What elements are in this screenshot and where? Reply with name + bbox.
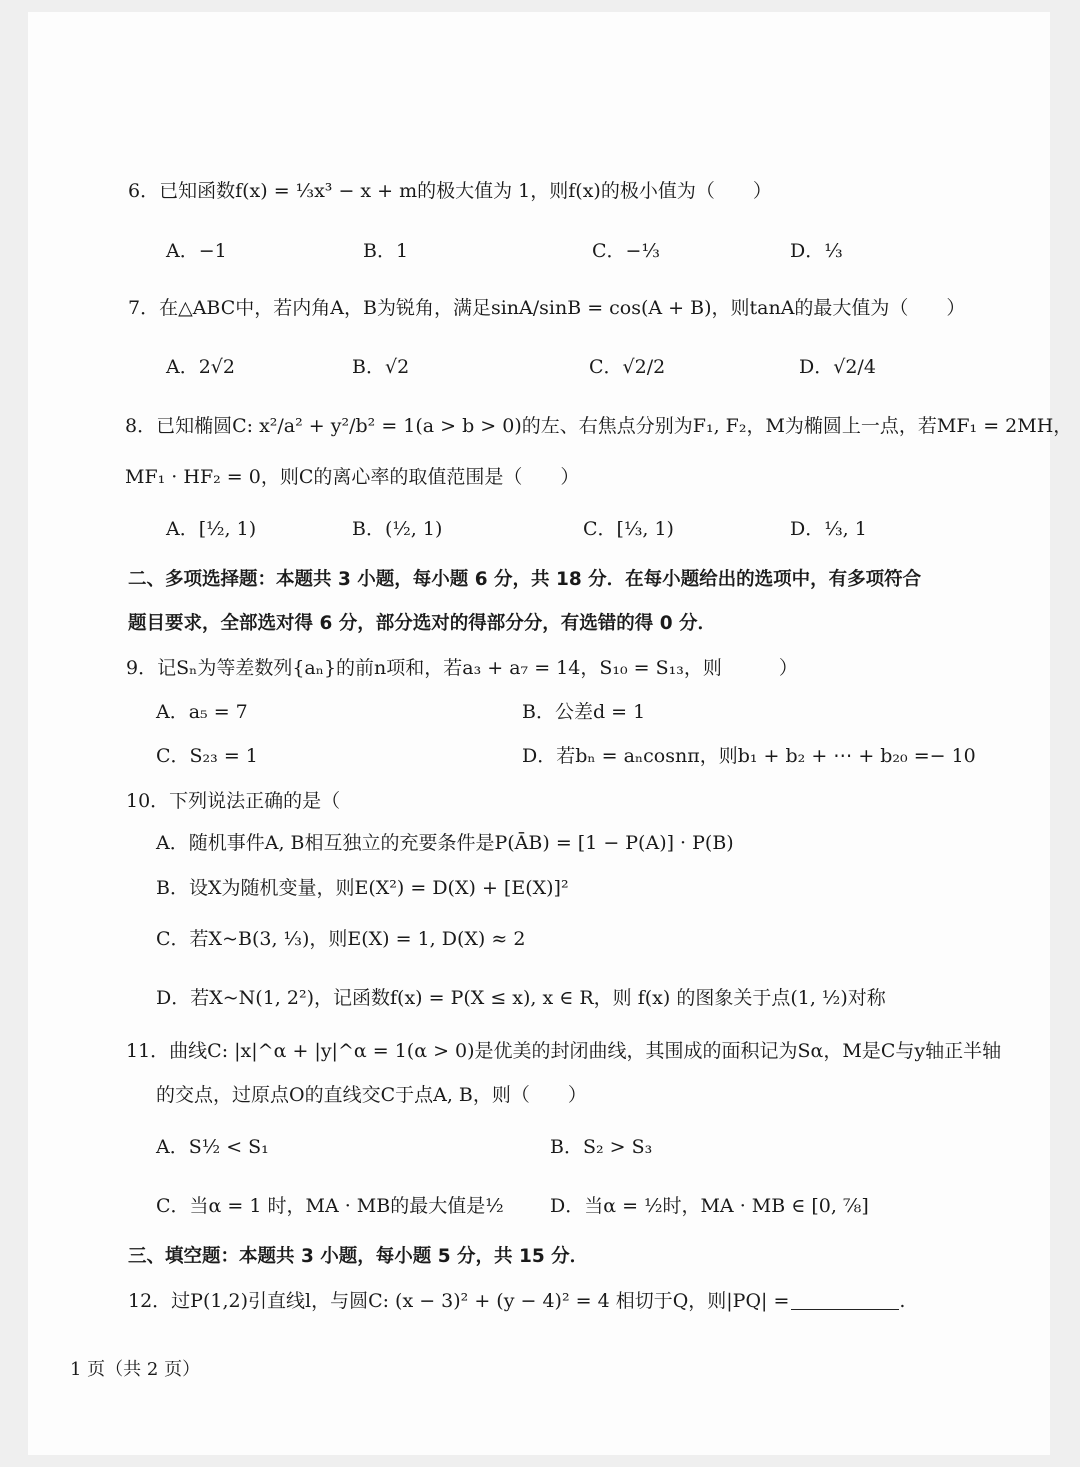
question-12 [128, 1292, 905, 1311]
exam-page [28, 12, 1073, 1455]
answer-blank [791, 1309, 899, 1310]
section-2-heading-line1: 二、多项选择题：本题共 3 小题，每小题 6 分，共 18 分．在每小题给出的选项中，有多项符合 [128, 569, 922, 590]
question-10-option-a: A．随机事件A, B相互独立的充要条件是P(ĀB) = [1 − P(A)] · P(B) [156, 832, 734, 854]
question-6-stem: 6．已知函数f(x) = ⅓x³ − x + m的极大值为 1，则f(x)的极小值为（ ） [128, 180, 772, 202]
section-2-heading-line2: 题目要求，全部选对得 6 分，部分选对的得部分分，有选错的得 0 分． [128, 613, 717, 634]
question-9-option-a: A．a₅ = 7 [156, 701, 248, 723]
question-10-option-d: D．若X~N(1, 2²)，记函数f(x) = P(X ≤ x), x ∈ R，则 f(x) 的图象关于点(1, ½)对称 [156, 987, 886, 1009]
section-3-heading: 三、填空题：本题共 3 小题，每小题 5 分，共 15 分． [128, 1246, 589, 1267]
question-10-stem: 10．下列说法正确的是（ [126, 790, 341, 812]
question-9-option-b: B．公差d = 1 [522, 701, 646, 723]
question-8-option-b: B．(½, 1) [352, 518, 443, 540]
question-11-option-a: A．S½ < S₁ [156, 1136, 269, 1158]
question-11-option-d: D．当α = ½时，MA · MB ∈ [0, ⅞] [550, 1195, 869, 1217]
question-8-stem-line1: 8．已知椭圆C: x²/a² + y²/b² = 1(a > b > 0)的左、右焦点分别为F₁, F₂，M为椭圆上一点，若MF₁ = 2MH， [125, 415, 1073, 437]
question-11-option-c: C．当α = 1 时，MA · MB的最大值是½ [156, 1195, 504, 1217]
question-8-option-c: C．[⅓, 1) [583, 518, 674, 540]
question-11-option-b: B．S₂ > S₃ [550, 1136, 653, 1158]
question-6-option-d: D．⅓ [790, 240, 843, 262]
question-9-stem: 9．记Sₙ为等差数列{aₙ}的前n项和，若a₃ + a₇ = 14，S₁₀ = S₁₃，则 ） [126, 657, 798, 679]
question-10-option-c: C．若X~B(3, ⅓)，则E(X) = 1, D(X) ≈ 2 [156, 928, 526, 950]
question-7-option-a: A．2√2 [166, 356, 236, 378]
question-10-option-b: B．设X为随机变量，则E(X²) = D(X) + [E(X)]² [156, 877, 569, 899]
question-8-stem-line2: MF₁ · HF₂ = 0，则C的离心率的取值范围是（ ） [125, 466, 580, 488]
question-7-option-d: D．√2/4 [799, 356, 876, 378]
question-6-option-c: C．−⅓ [592, 240, 660, 262]
question-7-option-c: C．√2/2 [589, 356, 666, 378]
question-12-end: . [899, 1290, 906, 1312]
page-footer: 1 页（共 2 页） [70, 1359, 201, 1380]
question-12-stem: 12．过P(1,2)引直线l，与圆C: (x − 3)² + (y − 4)² = 4 相切于Q，则|PQ| = [128, 1290, 790, 1312]
question-7-stem: 7．在△ABC中，若内角A，B为锐角，满足sinA/sinB = cos(A + B)，则tanA的最大值为（ ） [128, 297, 966, 319]
question-11-stem-line1: 11．曲线C: |x|^α + |y|^α = 1(α > 0)是优美的封闭曲线，其围成的面积记为Sα，M是C与y轴正半轴 [126, 1040, 1002, 1062]
question-8-option-d: D．⅓, 1 [790, 518, 867, 540]
question-8-option-a: A．[½, 1) [166, 518, 257, 540]
question-9-option-d: D．若bₙ = aₙcosnπ，则b₁ + b₂ + ⋯ + b₂₀ =− 10 [522, 745, 976, 767]
question-11-stem-line2: 的交点，过原点O的直线交C于点A, B，则（ ） [156, 1084, 587, 1106]
question-6-option-a: A．−1 [166, 240, 227, 262]
question-6-option-b: B．1 [363, 240, 409, 262]
question-7-option-b: B．√2 [352, 356, 410, 378]
question-9-option-c: C．S₂₃ = 1 [156, 745, 258, 767]
